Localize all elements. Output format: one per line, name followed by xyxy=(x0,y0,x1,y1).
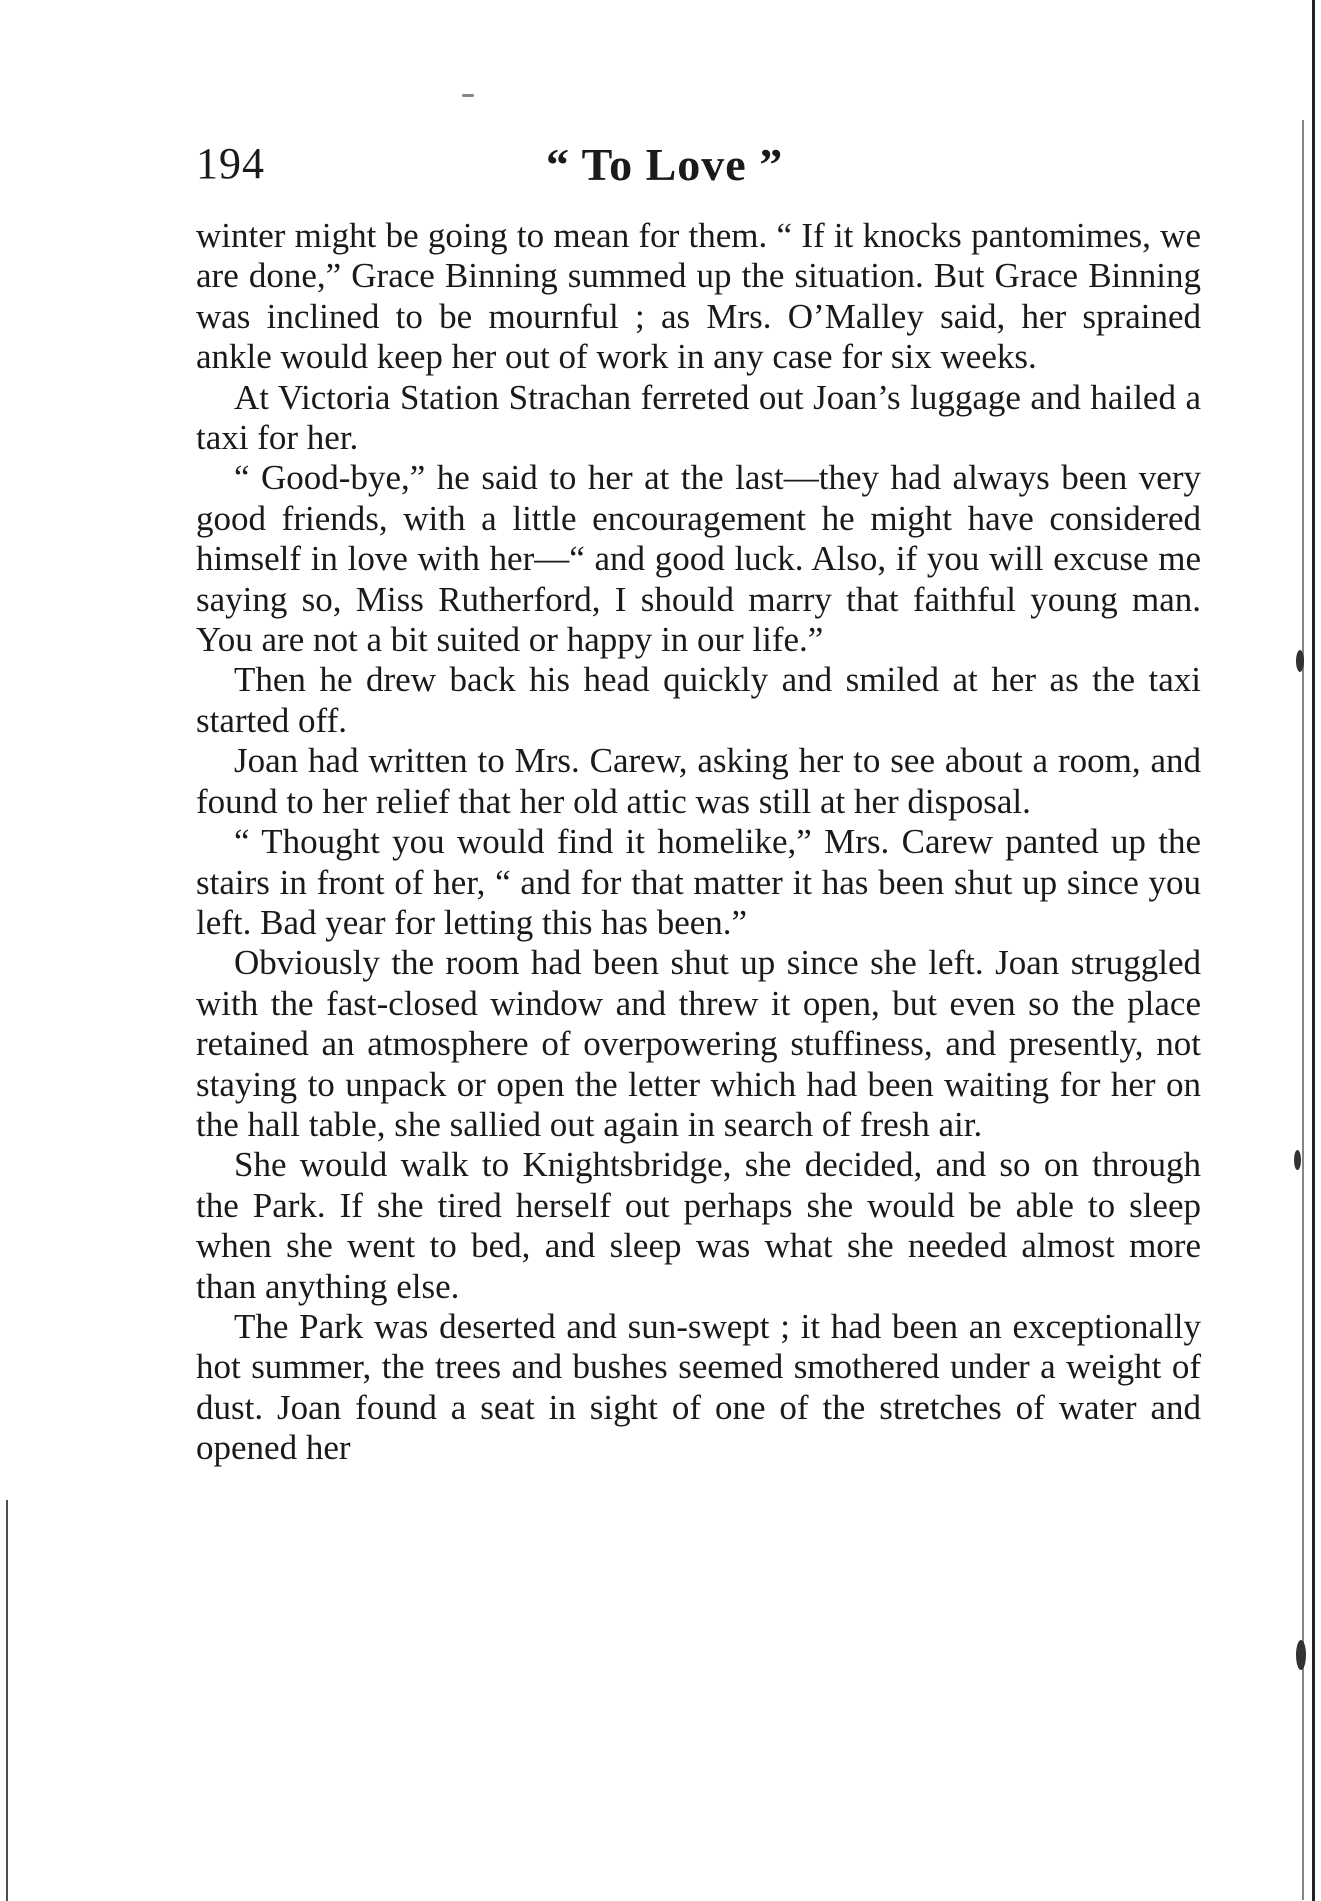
page-number: 194 xyxy=(196,139,265,188)
body-text xyxy=(196,216,1201,1469)
paragraph: winter might be going to mean for them. “ If it knocks pantomimes, we are done,” Grace Binning summed up the situation. But Grace Binning was inclined to be mournful ; as Mrs. O’Malley said, her sprained ankle would keep her out of work in any case for six weeks. xyxy=(196,216,1201,377)
paragraph: At Victoria Station Strachan ferreted out Joan’s luggage and hailed a taxi for her. xyxy=(196,377,1201,458)
paragraph: Obviously the room had been shut up since she left. Joan struggled with the fast-closed window and threw it open, but even so the place retained an atmosphere of overpowering stuffiness, and presently, not staying to unpack or open the letter which had been waiting for her on the hall table, she sallied out again in search of fresh air. xyxy=(196,943,1201,1144)
paragraph: Then he drew back his head quickly and smiled at her as the taxi started off. xyxy=(196,660,1201,740)
smudge-mark xyxy=(1296,1640,1306,1670)
paragraph: “ Thought you would find it homelike,” Mrs. Carew panted up the stairs in front of her, “ and for that matter it has been shut up since you left. Bad year for letting this has been.” xyxy=(196,822,1201,942)
paragraph: “ Good-bye,” he said to her at the last—they had always been very good friends, with a little encouragement he might have considered himself in love with her—“ and good luck. Also, if you will excuse me saying so, Miss Rutherford, I should marry that faithful young man. You are not a bit suited or happy in our life.” xyxy=(196,458,1201,660)
paragraph: The Park was deserted and sun-swept ; it had been an exceptionally hot summer, the trees and bushes seemed smothered under a weight of dust. Joan found a seat in sight of one of the stretches of water and opened her xyxy=(196,1306,1201,1468)
smudge-mark xyxy=(1296,650,1304,672)
right-binding-edge xyxy=(1312,0,1315,1901)
smudge-mark xyxy=(1294,1150,1301,1170)
page-header xyxy=(196,138,1206,198)
right-binding-shadow xyxy=(1302,120,1304,1900)
running-title: “ To Love ” xyxy=(546,139,784,190)
paragraph: Joan had written to Mrs. Carew, asking her to see about a room, and found to her relief that her old attic was still at her disposal. xyxy=(196,741,1201,821)
left-margin-mark xyxy=(6,1500,8,1901)
smudge-mark xyxy=(462,94,474,97)
paragraph: She would walk to Knightsbridge, she decided, and so on through the Park. If she tired herself out perhaps she would be able to sleep when she went to bed, and sleep was what she needed almost more than anything else. xyxy=(196,1145,1201,1306)
